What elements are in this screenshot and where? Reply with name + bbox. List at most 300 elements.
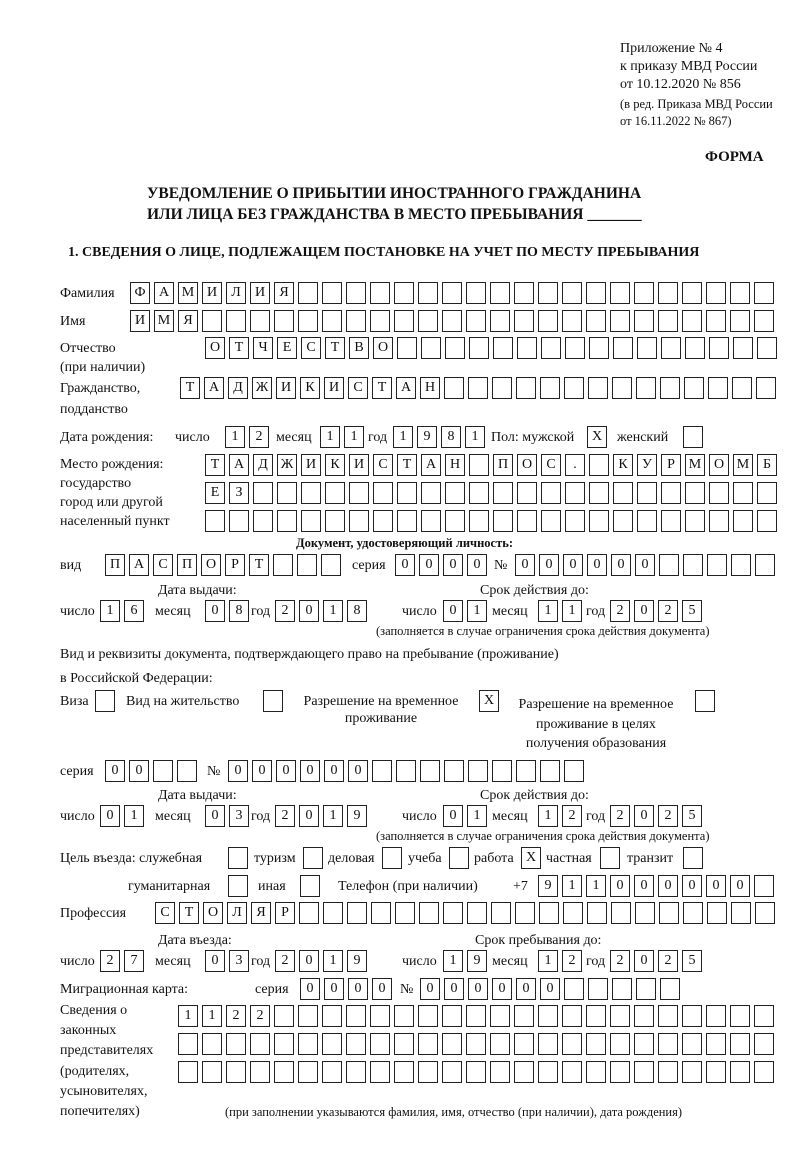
char-cell[interactable] [418,1061,438,1083]
char-cell[interactable] [683,426,703,448]
char-cell[interactable]: 1 [393,426,413,448]
char-cell[interactable] [301,482,321,504]
char-cell[interactable] [346,1033,366,1055]
char-cell[interactable] [202,1033,222,1055]
char-cell[interactable] [466,1061,486,1083]
char-cell[interactable]: Т [229,337,249,359]
char-cell[interactable] [707,902,727,924]
char-cell[interactable] [373,510,393,532]
char-cell[interactable] [539,902,559,924]
id-valid-year-field[interactable] [610,600,702,622]
char-cell[interactable]: А [154,282,174,304]
char-cell[interactable] [449,847,469,869]
stay-valid-day-field[interactable] [443,805,487,827]
char-cell[interactable] [683,847,703,869]
char-cell[interactable]: 9 [538,875,558,897]
char-cell[interactable]: 0 [443,600,463,622]
char-cell[interactable] [514,1061,534,1083]
char-cell[interactable] [589,454,609,476]
stay-valid-month-field[interactable] [538,805,582,827]
char-cell[interactable]: 1 [344,426,364,448]
char-cell[interactable] [370,310,390,332]
char-cell[interactable]: 0 [228,760,248,782]
char-cell[interactable]: 5 [682,600,702,622]
char-cell[interactable]: 0 [492,978,512,1000]
char-cell[interactable] [637,510,657,532]
char-cell[interactable] [371,902,391,924]
char-cell[interactable] [684,377,704,399]
reps-field-3[interactable] [178,1061,774,1083]
char-cell[interactable] [396,760,416,782]
char-cell[interactable] [516,377,536,399]
char-cell[interactable] [538,1061,558,1083]
char-cell[interactable] [273,554,293,576]
char-cell[interactable] [466,282,486,304]
char-cell[interactable] [754,282,774,304]
mc-number-field[interactable] [420,978,680,1000]
purpose-work-checkbox[interactable] [521,847,541,869]
char-cell[interactable]: 1 [178,1005,198,1027]
char-cell[interactable]: 6 [124,600,144,622]
purpose-service-checkbox[interactable] [228,847,248,869]
char-cell[interactable]: 0 [610,875,630,897]
char-cell[interactable] [757,510,777,532]
char-cell[interactable]: 0 [515,554,535,576]
entry-month-field[interactable] [205,950,249,972]
char-cell[interactable] [637,482,657,504]
phone-field[interactable] [538,875,774,897]
char-cell[interactable] [682,310,702,332]
char-cell[interactable]: 1 [538,600,558,622]
char-cell[interactable]: М [154,310,174,332]
char-cell[interactable] [682,1061,702,1083]
stay-day-field[interactable] [443,950,487,972]
char-cell[interactable]: У [637,454,657,476]
char-cell[interactable] [706,282,726,304]
char-cell[interactable]: 0 [324,978,344,1000]
char-cell[interactable] [730,1033,750,1055]
char-cell[interactable] [325,482,345,504]
char-cell[interactable]: Ф [130,282,150,304]
char-cell[interactable]: С [541,454,561,476]
char-cell[interactable] [682,282,702,304]
char-cell[interactable] [418,310,438,332]
char-cell[interactable]: Е [205,482,225,504]
char-cell[interactable] [298,310,318,332]
char-cell[interactable] [274,1033,294,1055]
char-cell[interactable] [394,310,414,332]
char-cell[interactable] [541,337,561,359]
char-cell[interactable]: 0 [444,978,464,1000]
stay-series-field[interactable] [105,760,197,782]
char-cell[interactable]: З [229,482,249,504]
char-cell[interactable]: 1 [323,805,343,827]
char-cell[interactable]: Н [420,377,440,399]
stay-valid-year-field[interactable] [610,805,702,827]
reps-field-1[interactable] [178,1005,774,1027]
char-cell[interactable]: 1 [124,805,144,827]
char-cell[interactable] [514,310,534,332]
id-issue-month-field[interactable] [205,600,249,622]
char-cell[interactable] [515,902,535,924]
char-cell[interactable] [349,510,369,532]
birthplace-field-1[interactable] [205,454,777,476]
char-cell[interactable]: А [421,454,441,476]
char-cell[interactable] [660,978,680,1000]
char-cell[interactable] [297,554,317,576]
char-cell[interactable]: Т [205,454,225,476]
char-cell[interactable]: 8 [229,600,249,622]
char-cell[interactable]: К [300,377,320,399]
char-cell[interactable] [469,337,489,359]
char-cell[interactable]: 0 [129,760,149,782]
char-cell[interactable]: Е [277,337,297,359]
char-cell[interactable] [370,1033,390,1055]
char-cell[interactable] [733,482,753,504]
char-cell[interactable]: 0 [634,600,654,622]
char-cell[interactable]: О [517,454,537,476]
char-cell[interactable]: 1 [225,426,245,448]
char-cell[interactable] [565,482,585,504]
char-cell[interactable] [538,310,558,332]
sex-male-checkbox[interactable] [587,426,607,448]
char-cell[interactable] [730,282,750,304]
char-cell[interactable] [250,1033,270,1055]
char-cell[interactable] [177,760,197,782]
char-cell[interactable] [298,1005,318,1027]
char-cell[interactable] [659,554,679,576]
entry-day-field[interactable] [100,950,144,972]
char-cell[interactable] [205,510,225,532]
char-cell[interactable] [589,482,609,504]
stay-month-field[interactable] [538,950,582,972]
char-cell[interactable]: Н [445,454,465,476]
char-cell[interactable]: 1 [465,426,485,448]
char-cell[interactable] [490,1061,510,1083]
char-cell[interactable] [634,1033,654,1055]
char-cell[interactable] [586,1061,606,1083]
char-cell[interactable] [660,377,680,399]
char-cell[interactable]: 2 [100,950,120,972]
char-cell[interactable] [541,510,561,532]
char-cell[interactable] [706,1061,726,1083]
char-cell[interactable] [754,1033,774,1055]
char-cell[interactable] [274,310,294,332]
char-cell[interactable] [685,337,705,359]
char-cell[interactable] [730,310,750,332]
char-cell[interactable] [733,337,753,359]
char-cell[interactable] [442,1061,462,1083]
char-cell[interactable] [683,554,703,576]
char-cell[interactable]: О [709,454,729,476]
char-cell[interactable] [490,1033,510,1055]
char-cell[interactable]: 2 [275,950,295,972]
char-cell[interactable] [562,282,582,304]
char-cell[interactable]: О [201,554,221,576]
trp-edu-checkbox[interactable] [695,690,715,712]
char-cell[interactable] [397,510,417,532]
char-cell[interactable]: Т [397,454,417,476]
char-cell[interactable] [658,1005,678,1027]
char-cell[interactable] [382,847,402,869]
char-cell[interactable] [490,282,510,304]
char-cell[interactable] [303,847,323,869]
char-cell[interactable]: 8 [441,426,461,448]
char-cell[interactable] [588,377,608,399]
char-cell[interactable] [516,760,536,782]
char-cell[interactable] [250,1061,270,1083]
char-cell[interactable]: 2 [610,600,630,622]
char-cell[interactable]: Л [227,902,247,924]
char-cell[interactable] [610,1005,630,1027]
char-cell[interactable]: 1 [586,875,606,897]
char-cell[interactable] [322,1005,342,1027]
char-cell[interactable]: 5 [682,950,702,972]
char-cell[interactable]: Р [661,454,681,476]
char-cell[interactable]: X [587,426,607,448]
char-cell[interactable] [730,1061,750,1083]
char-cell[interactable]: 2 [250,1005,270,1027]
char-cell[interactable] [563,902,583,924]
char-cell[interactable]: 0 [348,978,368,1000]
char-cell[interactable] [589,510,609,532]
char-cell[interactable] [349,482,369,504]
char-cell[interactable]: . [565,454,585,476]
char-cell[interactable] [394,1061,414,1083]
char-cell[interactable] [731,554,751,576]
char-cell[interactable] [370,1061,390,1083]
char-cell[interactable] [636,978,656,1000]
char-cell[interactable]: 1 [320,426,340,448]
patronymic-field[interactable] [205,337,777,359]
birthplace-field-3[interactable] [205,510,777,532]
stay-issue-day-field[interactable] [100,805,144,827]
purpose-business-checkbox[interactable] [382,847,402,869]
entry-year-field[interactable] [275,950,367,972]
purpose-other-checkbox[interactable] [300,875,320,897]
char-cell[interactable]: 0 [324,760,344,782]
char-cell[interactable]: 0 [300,760,320,782]
char-cell[interactable] [661,510,681,532]
id-issue-day-field[interactable] [100,600,144,622]
char-cell[interactable] [708,377,728,399]
char-cell[interactable]: И [250,282,270,304]
char-cell[interactable]: 0 [516,978,536,1000]
char-cell[interactable] [347,902,367,924]
char-cell[interactable] [635,902,655,924]
char-cell[interactable]: Ч [253,337,273,359]
char-cell[interactable]: 1 [538,950,558,972]
char-cell[interactable] [442,282,462,304]
char-cell[interactable] [253,482,273,504]
char-cell[interactable] [755,554,775,576]
char-cell[interactable]: 0 [587,554,607,576]
char-cell[interactable]: 9 [417,426,437,448]
char-cell[interactable]: 0 [395,554,415,576]
char-cell[interactable]: 1 [467,805,487,827]
char-cell[interactable] [466,1005,486,1027]
char-cell[interactable] [277,482,297,504]
char-cell[interactable] [706,1033,726,1055]
char-cell[interactable] [586,282,606,304]
char-cell[interactable]: Д [253,454,273,476]
char-cell[interactable] [322,282,342,304]
birthplace-field-2[interactable] [205,482,777,504]
char-cell[interactable] [372,760,392,782]
char-cell[interactable] [492,377,512,399]
char-cell[interactable]: Я [274,282,294,304]
char-cell[interactable]: X [479,690,499,712]
char-cell[interactable]: 0 [467,554,487,576]
char-cell[interactable] [754,875,774,897]
char-cell[interactable] [637,337,657,359]
char-cell[interactable]: С [155,902,175,924]
char-cell[interactable]: 0 [468,978,488,1000]
char-cell[interactable] [634,310,654,332]
char-cell[interactable]: О [203,902,223,924]
char-cell[interactable] [658,1033,678,1055]
char-cell[interactable] [634,1061,654,1083]
char-cell[interactable] [589,337,609,359]
char-cell[interactable] [298,1061,318,1083]
char-cell[interactable] [394,282,414,304]
char-cell[interactable] [730,1005,750,1027]
birth-month-field[interactable] [320,426,364,448]
char-cell[interactable] [493,482,513,504]
name-field[interactable] [130,310,774,332]
char-cell[interactable] [298,1033,318,1055]
char-cell[interactable]: 9 [467,950,487,972]
citizenship-field[interactable] [180,377,776,399]
char-cell[interactable]: А [229,454,249,476]
char-cell[interactable]: 2 [610,950,630,972]
char-cell[interactable]: 3 [229,950,249,972]
char-cell[interactable]: 0 [634,875,654,897]
char-cell[interactable] [325,510,345,532]
char-cell[interactable] [468,760,488,782]
char-cell[interactable] [586,1033,606,1055]
char-cell[interactable]: Ж [277,454,297,476]
char-cell[interactable]: 1 [467,600,487,622]
char-cell[interactable]: 2 [658,950,678,972]
char-cell[interactable]: 0 [420,978,440,1000]
char-cell[interactable]: 0 [299,600,319,622]
id-valid-month-field[interactable] [538,600,582,622]
char-cell[interactable]: 0 [348,760,368,782]
char-cell[interactable]: И [324,377,344,399]
char-cell[interactable] [418,1005,438,1027]
char-cell[interactable]: Я [178,310,198,332]
char-cell[interactable] [467,902,487,924]
purpose-study-checkbox[interactable] [449,847,469,869]
char-cell[interactable] [731,902,751,924]
char-cell[interactable] [322,310,342,332]
char-cell[interactable]: 8 [347,600,367,622]
char-cell[interactable] [321,554,341,576]
char-cell[interactable] [492,760,512,782]
char-cell[interactable] [490,310,510,332]
char-cell[interactable]: 0 [443,554,463,576]
char-cell[interactable]: 0 [299,950,319,972]
char-cell[interactable]: 0 [539,554,559,576]
char-cell[interactable]: 2 [275,805,295,827]
char-cell[interactable] [610,1061,630,1083]
char-cell[interactable] [733,510,753,532]
char-cell[interactable]: 0 [682,875,702,897]
residence-checkbox[interactable] [263,690,283,712]
char-cell[interactable] [442,1033,462,1055]
char-cell[interactable] [395,902,415,924]
char-cell[interactable] [322,1061,342,1083]
char-cell[interactable] [442,310,462,332]
char-cell[interactable] [228,847,248,869]
char-cell[interactable]: 0 [706,875,726,897]
char-cell[interactable]: 0 [658,875,678,897]
visa-checkbox[interactable] [95,690,115,712]
char-cell[interactable] [564,760,584,782]
char-cell[interactable] [709,482,729,504]
char-cell[interactable] [418,282,438,304]
char-cell[interactable] [658,282,678,304]
char-cell[interactable]: 1 [202,1005,222,1027]
char-cell[interactable] [682,1005,702,1027]
char-cell[interactable] [95,690,115,712]
char-cell[interactable] [540,377,560,399]
char-cell[interactable] [514,1033,534,1055]
char-cell[interactable]: С [348,377,368,399]
char-cell[interactable]: 2 [610,805,630,827]
char-cell[interactable] [301,510,321,532]
char-cell[interactable] [564,377,584,399]
char-cell[interactable] [253,510,273,532]
char-cell[interactable] [178,1033,198,1055]
char-cell[interactable]: 0 [299,805,319,827]
char-cell[interactable] [420,760,440,782]
char-cell[interactable] [274,1005,294,1027]
char-cell[interactable] [300,875,320,897]
char-cell[interactable] [706,310,726,332]
char-cell[interactable] [442,1005,462,1027]
char-cell[interactable] [493,510,513,532]
char-cell[interactable] [658,310,678,332]
char-cell[interactable]: Т [249,554,269,576]
char-cell[interactable] [346,1005,366,1027]
char-cell[interactable] [466,310,486,332]
char-cell[interactable]: П [105,554,125,576]
char-cell[interactable]: 0 [634,805,654,827]
stay-issue-year-field[interactable] [275,805,367,827]
char-cell[interactable] [562,1005,582,1027]
char-cell[interactable] [202,310,222,332]
char-cell[interactable] [634,282,654,304]
char-cell[interactable]: 0 [372,978,392,1000]
char-cell[interactable] [683,902,703,924]
char-cell[interactable]: 0 [419,554,439,576]
char-cell[interactable]: 5 [682,805,702,827]
char-cell[interactable] [588,978,608,1000]
char-cell[interactable] [661,337,681,359]
char-cell[interactable] [538,1005,558,1027]
char-cell[interactable]: 0 [105,760,125,782]
char-cell[interactable]: 0 [634,950,654,972]
char-cell[interactable] [178,1061,198,1083]
char-cell[interactable]: 1 [323,600,343,622]
char-cell[interactable] [421,482,441,504]
sex-female-checkbox[interactable] [683,426,703,448]
char-cell[interactable] [755,902,775,924]
stay-year-field[interactable] [610,950,702,972]
char-cell[interactable]: Д [228,377,248,399]
